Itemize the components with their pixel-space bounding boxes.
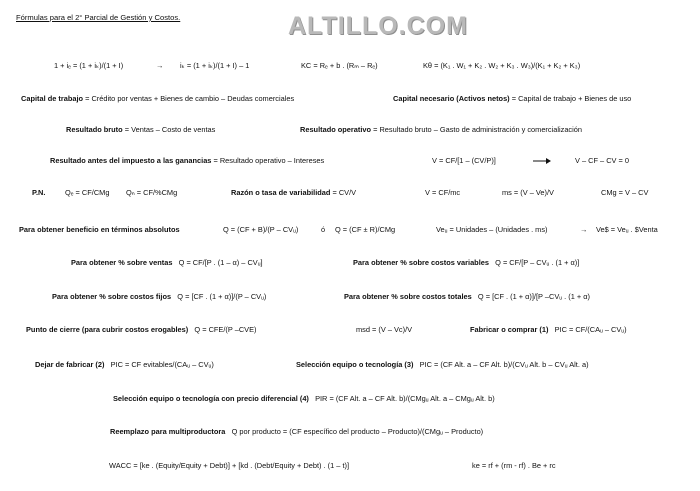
formula-dejar-fabricar: Dejar de fabricar (2) PIC = CF evitables/(CAᵤ – CVᵤ) (35, 360, 214, 369)
formula-q-beneficio: Q = (CF + B)/(P – CVᵤ) (223, 225, 299, 234)
formula-capital-necesario: Capital necesario (Activos netos) = Capital de trabajo + Bienes de uso (393, 94, 632, 103)
formula-ms: ms = (V – Ve)/V (502, 188, 554, 197)
formula-porc-costos-variables: Para obtener % sobre costos variables Q = CF/[P – CVᵤ . (1 + α)] (353, 258, 580, 267)
formula-porc-costos-fijos: Para obtener % sobre costos fijos Q = [CF . (1 + α)]/(P – CVᵤ) (52, 292, 267, 301)
formula-qpercent: Qₙ = CF/%CMg (126, 188, 178, 197)
formula-punto-cierre: Punto de cierre (para cubrir costos erogables) Q = CFE/(P –CVE) (26, 325, 257, 334)
formula-fabricar-comprar: Fabricar o comprar (1) PIC = CF/(CAᵤ – CVᵤ) (470, 325, 627, 334)
label-pn: P.N. (32, 188, 46, 197)
altillo-logo: ALTILLO.COM (288, 12, 468, 40)
formula-rate: iₖ = (1 + iₖ)/(1 + I) – 1 (180, 61, 250, 70)
formula-resultado-bruto: Resultado bruto = Ventas – Costo de ventas (66, 125, 216, 134)
formula-ve-pesos: Ve$ = Veᵤ . $Venta (596, 225, 658, 234)
formula-qe: Qₑ = CF/CMg (65, 188, 110, 197)
formula-ke: ke = rf + (rm - rf) . Be + rc (472, 461, 556, 470)
formula-wacc: WACC = [ke . (Equity/Equity + Debt)] + [kd . (Debt/Equity + Debt) . (1 – t)] (109, 461, 350, 470)
formula-razon-variabilidad: Razón o tasa de variabilidad = CV/V (231, 188, 357, 197)
formula-porc-ventas: Para obtener % sobre ventas Q = CF/[P . (1 – α) – CVᵤ] (71, 258, 263, 267)
formula-k-weighted: Kθ = (K₁ . W₁ + K₂ . W₂ + K₃ . W₃)/(K₁ + K₂ + K₃) (423, 61, 581, 70)
formula-msd: msd = (V – Vc)/V (356, 325, 413, 334)
formula-porc-costos-totales: Para obtener % sobre costos totales Q = [CF . (1 + α)]/[P –CVᵤ . (1 + α) (344, 292, 590, 301)
formula-q-resultado: Q = (CF ± R)/CMg (335, 225, 396, 234)
label-beneficio-absoluto: Para obtener beneficio en términos absolutos (19, 225, 180, 234)
arrow-icon: → (580, 225, 588, 234)
label-o: ó (321, 225, 326, 234)
formula-cmg: CMg = V – CV (601, 188, 649, 197)
formula-capital-trabajo: Capital de trabajo = Crédito por ventas + Bienes de cambio – Deudas comerciales (21, 94, 295, 103)
arrow-right-icon (533, 158, 551, 164)
formula-seleccion-equipo: Selección equipo o tecnología (3) PIC = (CF Alt. a – CF Alt. b)/(CVᵤ Alt. b – CVᵤ Alt. a) (296, 360, 589, 369)
formula-real-rate: 1 + iₑ = (1 + iₖ)/(1 + I) (54, 61, 124, 70)
formula-v-mc: V = CF/mc (425, 188, 461, 197)
formula-ve-unidades: Veᵤ = Unidades – (Unidades . ms) (436, 225, 548, 234)
formula-v-zero: V – CF – CV = 0 (575, 156, 630, 165)
formula-v-breakeven: V = CF/[1 – (CV/P)] (432, 156, 496, 165)
formula-resultado-antes-impuesto: Resultado antes del impuesto a las ganancias = Resultado operativo – Intereses (50, 156, 325, 165)
formula-seleccion-precio-diferencial: Selección equipo o tecnología con precio diferencial (4) PIR = (CF Alt. a – CF Alt. b)/(CMgᵤ Alt. a – CMgᵤ Alt. b) (113, 394, 495, 403)
document-title: Fórmulas para el 2° Parcial de Gestión y Costos. (16, 13, 181, 22)
formula-resultado-operativo: Resultado operativo = Resultado bruto – Gasto de administración y comercialización (300, 125, 582, 134)
formula-kc: KC = Rₑ + b . (Rₘ – Rₑ) (301, 61, 378, 70)
formula-reemplazo-multiproductora: Reemplazo para multiproductora Q por producto = (CF específico del producto – Producto)/(CMgᵤ – Producto) (110, 427, 484, 436)
arrow-icon: → (156, 61, 164, 70)
